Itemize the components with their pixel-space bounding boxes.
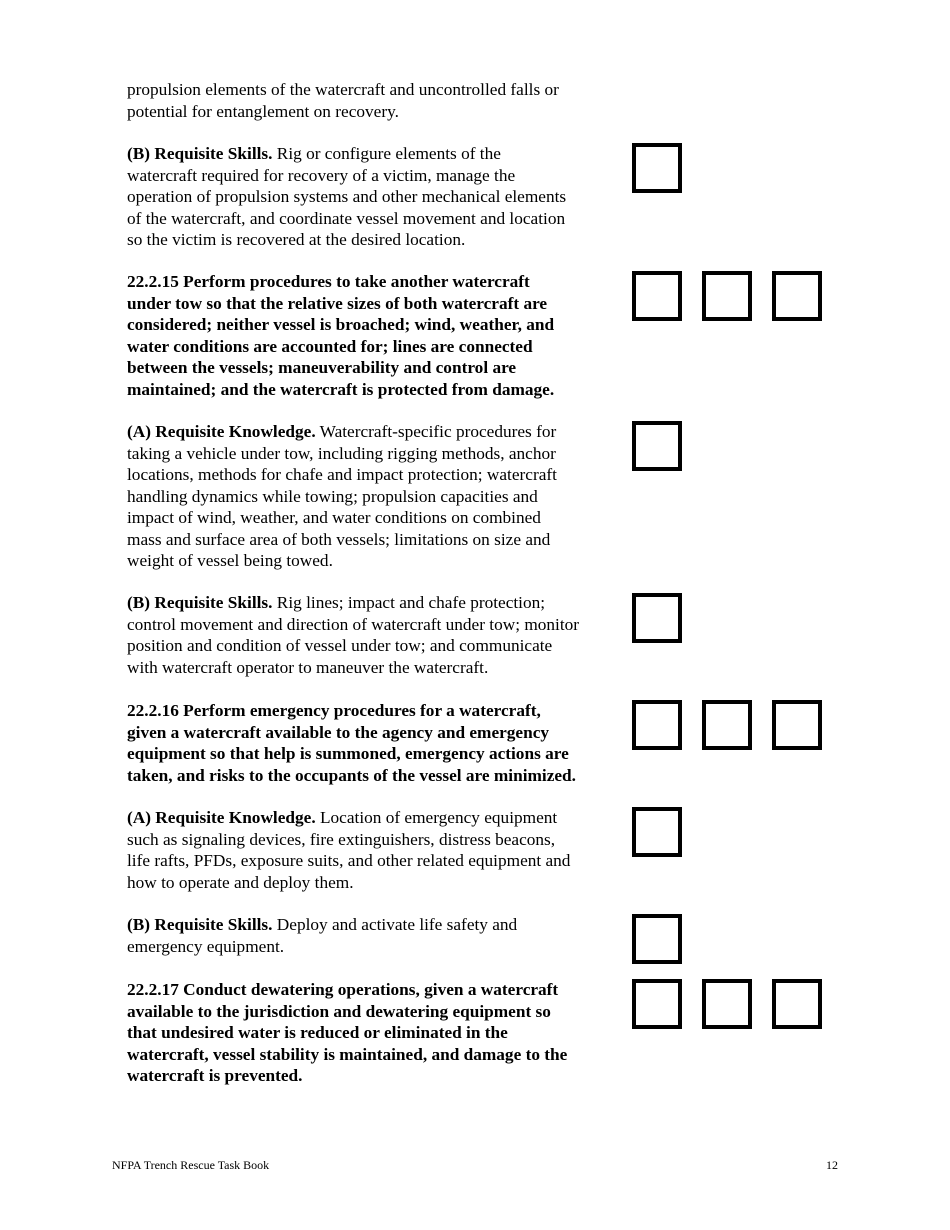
signoff-checkbox[interactable] [702,979,752,1029]
signoff-checkbox[interactable] [632,593,682,643]
requisite-knowledge-text: Location of emergency equipment such as signaling devices, fire extinguishers, distress beacons, life rafts, PFDs, exposure suits, and other related equipment and how to operate and deploy them. [127,808,571,892]
signoff-checkbox[interactable] [632,700,682,750]
task-22-2-17: 22.2.17 Conduct dewatering operations, given a watercraft available to the jurisdiction and dewatering equipment so that undesired water is reduced or eliminated in the watercraft, vessel stability is maintained, and damage to the watercraft is prevented. [127,980,568,1085]
requisite-knowledge-text: Watercraft-specific procedures for taking a vehicle under tow, including rigging methods, anchor locations, methods for chafe and impact protection; watercraft handling dynamics while towing; propulsion capacities and impact of wind, weather, and water conditions on combined mass and surface area of both vessels; limitations on size and weight of vessel being towed. [127,422,557,570]
requisite-skills-heading: (B) Requisite Skills. [127,144,273,163]
requisite-skills-heading: (B) Requisite Skills. [127,915,273,934]
signoff-checkbox[interactable] [632,979,682,1029]
signoff-checkbox[interactable] [632,143,682,193]
requisite-skills-text: Deploy and activate life safety and emergency equipment. [127,915,518,956]
signoff-checkbox[interactable] [632,421,682,471]
signoff-checkbox[interactable] [772,271,822,321]
signoff-checkbox[interactable] [772,979,822,1029]
requisite-knowledge-paragraph [127,807,619,893]
requisite-skills-text: Rig or configure elements of the watercraft required for recovery of a victim, manage the operation of propulsion systems and other mechanical elements of the watercraft, and coordinate vessel movement and location so the victim is recovered at the desired location. [127,144,567,249]
continuation-text: propulsion elements of the watercraft and uncontrolled falls or potential for entanglement on recovery. [127,80,559,121]
task-22-2-15: 22.2.15 Perform procedures to take another watercraft under tow so that the relative sizes of both watercraft are considered; neither vessel is broached; wind, weather, and water conditions are accounted for; lines are connected between the vessels; maneuverability and control are maintained; and the watercraft is protected from damage. [127,272,555,399]
requisite-skills-paragraph [127,143,619,251]
requisite-knowledge-paragraph [127,421,619,572]
requisite-knowledge-heading: (A) Requisite Knowledge. [127,422,316,441]
requisite-skills-text: Rig lines; impact and chafe protection; control movement and direction of watercraft under tow; monitor position and condition of vessel under tow; and communicate with watercraft operator to maneuver the watercraft. [127,593,580,677]
requisite-skills-paragraph [127,592,619,678]
footer-title: NFPA Trench Rescue Task Book [112,1158,270,1172]
signoff-checkbox[interactable] [632,271,682,321]
requisite-knowledge-heading: (A) Requisite Knowledge. [127,808,316,827]
signoff-checkbox[interactable] [702,700,752,750]
signoff-checkbox[interactable] [632,807,682,857]
signoff-checkbox[interactable] [702,271,752,321]
requisite-skills-heading: (B) Requisite Skills. [127,593,273,612]
requisite-skills-paragraph [127,914,619,957]
page-number: 12 [826,1158,838,1172]
signoff-checkbox[interactable] [632,914,682,964]
task-22-2-16: 22.2.16 Perform emergency procedures for a watercraft, given a watercraft available to the agency and emergency equipment so that help is summoned, emergency actions are taken, and risks to the occupants of the vessel are minimized. [127,701,576,785]
signoff-checkbox[interactable] [772,700,822,750]
